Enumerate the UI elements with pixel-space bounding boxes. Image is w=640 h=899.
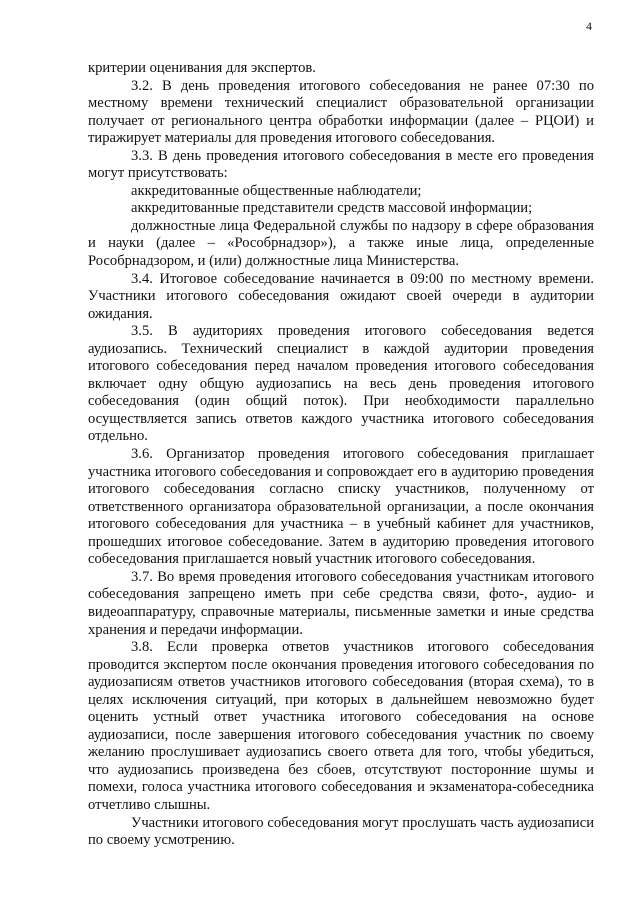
list-item-observers: аккредитованные общественные наблюдатели; [131,182,422,199]
paragraph-3-8: 3.8. Если проверка ответов участников итогового собеседования проводится экспертом после окончания проведения итогового собеседования по аудиозаписям ответов участников итогового собеседования (вторая схема), то в целях исключения ситуаций, при которых в дальнейшем невозможно будет оценить устный ответ участника итогового собеседования на основе аудиозаписи, после завершения итогового собеседования участник по своему желанию прослушивает аудиозапись своего ответа для того, чтобы убедиться, что аудиозапись произведена без сбоев, отсутствуют посторонние шумы и помехи, голоса участника итогового собеседования и экзаменатора-собеседника отчетливо слышны. [88,639,594,813]
paragraph-3-7: 3.7. Во время проведения итогового собеседования участникам итогового собеседования запрещено иметь при себе средства связи, фото-, аудио- и видеоаппаратуру, справочные материалы, письменные заметки и иные средства хранения и передачи информации. [88,568,594,638]
paragraph-3-4: 3.4. Итоговое собеседование начинается в 09:00 по местному времени. Участники итогового собеседования ожидают своей очереди в аудитории ожидания. [88,270,594,322]
paragraph-3-5: 3.5. В аудиториях проведения итогового собеседования ведется аудиозапись. Технический специалист в каждой аудитории проведения итогового собеседования перед началом проведения итогового собеседования включает одну общую аудиозапись на весь день проведения итогового собеседования (один общий поток). При необходимости параллельно осуществляется запись ответов каждого участника итогового собеседования отдельно. [88,323,594,445]
list-item-officials: должностные лица Федеральной службы по надзору в сфере образования и науки (далее – «Рособрнадзор»), а также иные лица, определенные Рособрнадзором, и (или) должностные лица Министерства. [88,217,594,270]
paragraph-3-3: 3.3. В день проведения итогового собеседования в месте его проведения могут присутствовать: [88,147,594,182]
paragraph-3-6: 3.6. Организатор проведения итогового собеседования приглашает участника итогового собеседования и сопровождает его в аудиторию проведения итогового собеседования согласно списку участников, полученному от ответственного организатора образовательной организации, а после окончания итогового собеседования для участника – в учебный кабинет для участников, прошедших итоговое собеседование. Затем в аудиторию проведения итогового собеседования приглашается новый участник итогового собеседования. [88,446,594,568]
list-item-media: аккредитованные представители средств массовой информации; [131,200,533,217]
paragraph-listen-note: Участники итогового собеседования могут прослушать часть аудиозаписи по своему усмотрению. [88,814,594,849]
document-body [88,60,594,850]
paragraph-3-2: 3.2. В день проведения итогового собеседования не ранее 07:30 по местному времени технический специалист образовательной организации получает от регионального центра обработки информации (далее – РЦОИ) и тиражирует материалы для проведения итогового собеседования. [88,77,594,147]
paragraph-continuation: критерии оценивания для экспертов. [88,60,316,76]
page-number: 4 [586,19,592,33]
